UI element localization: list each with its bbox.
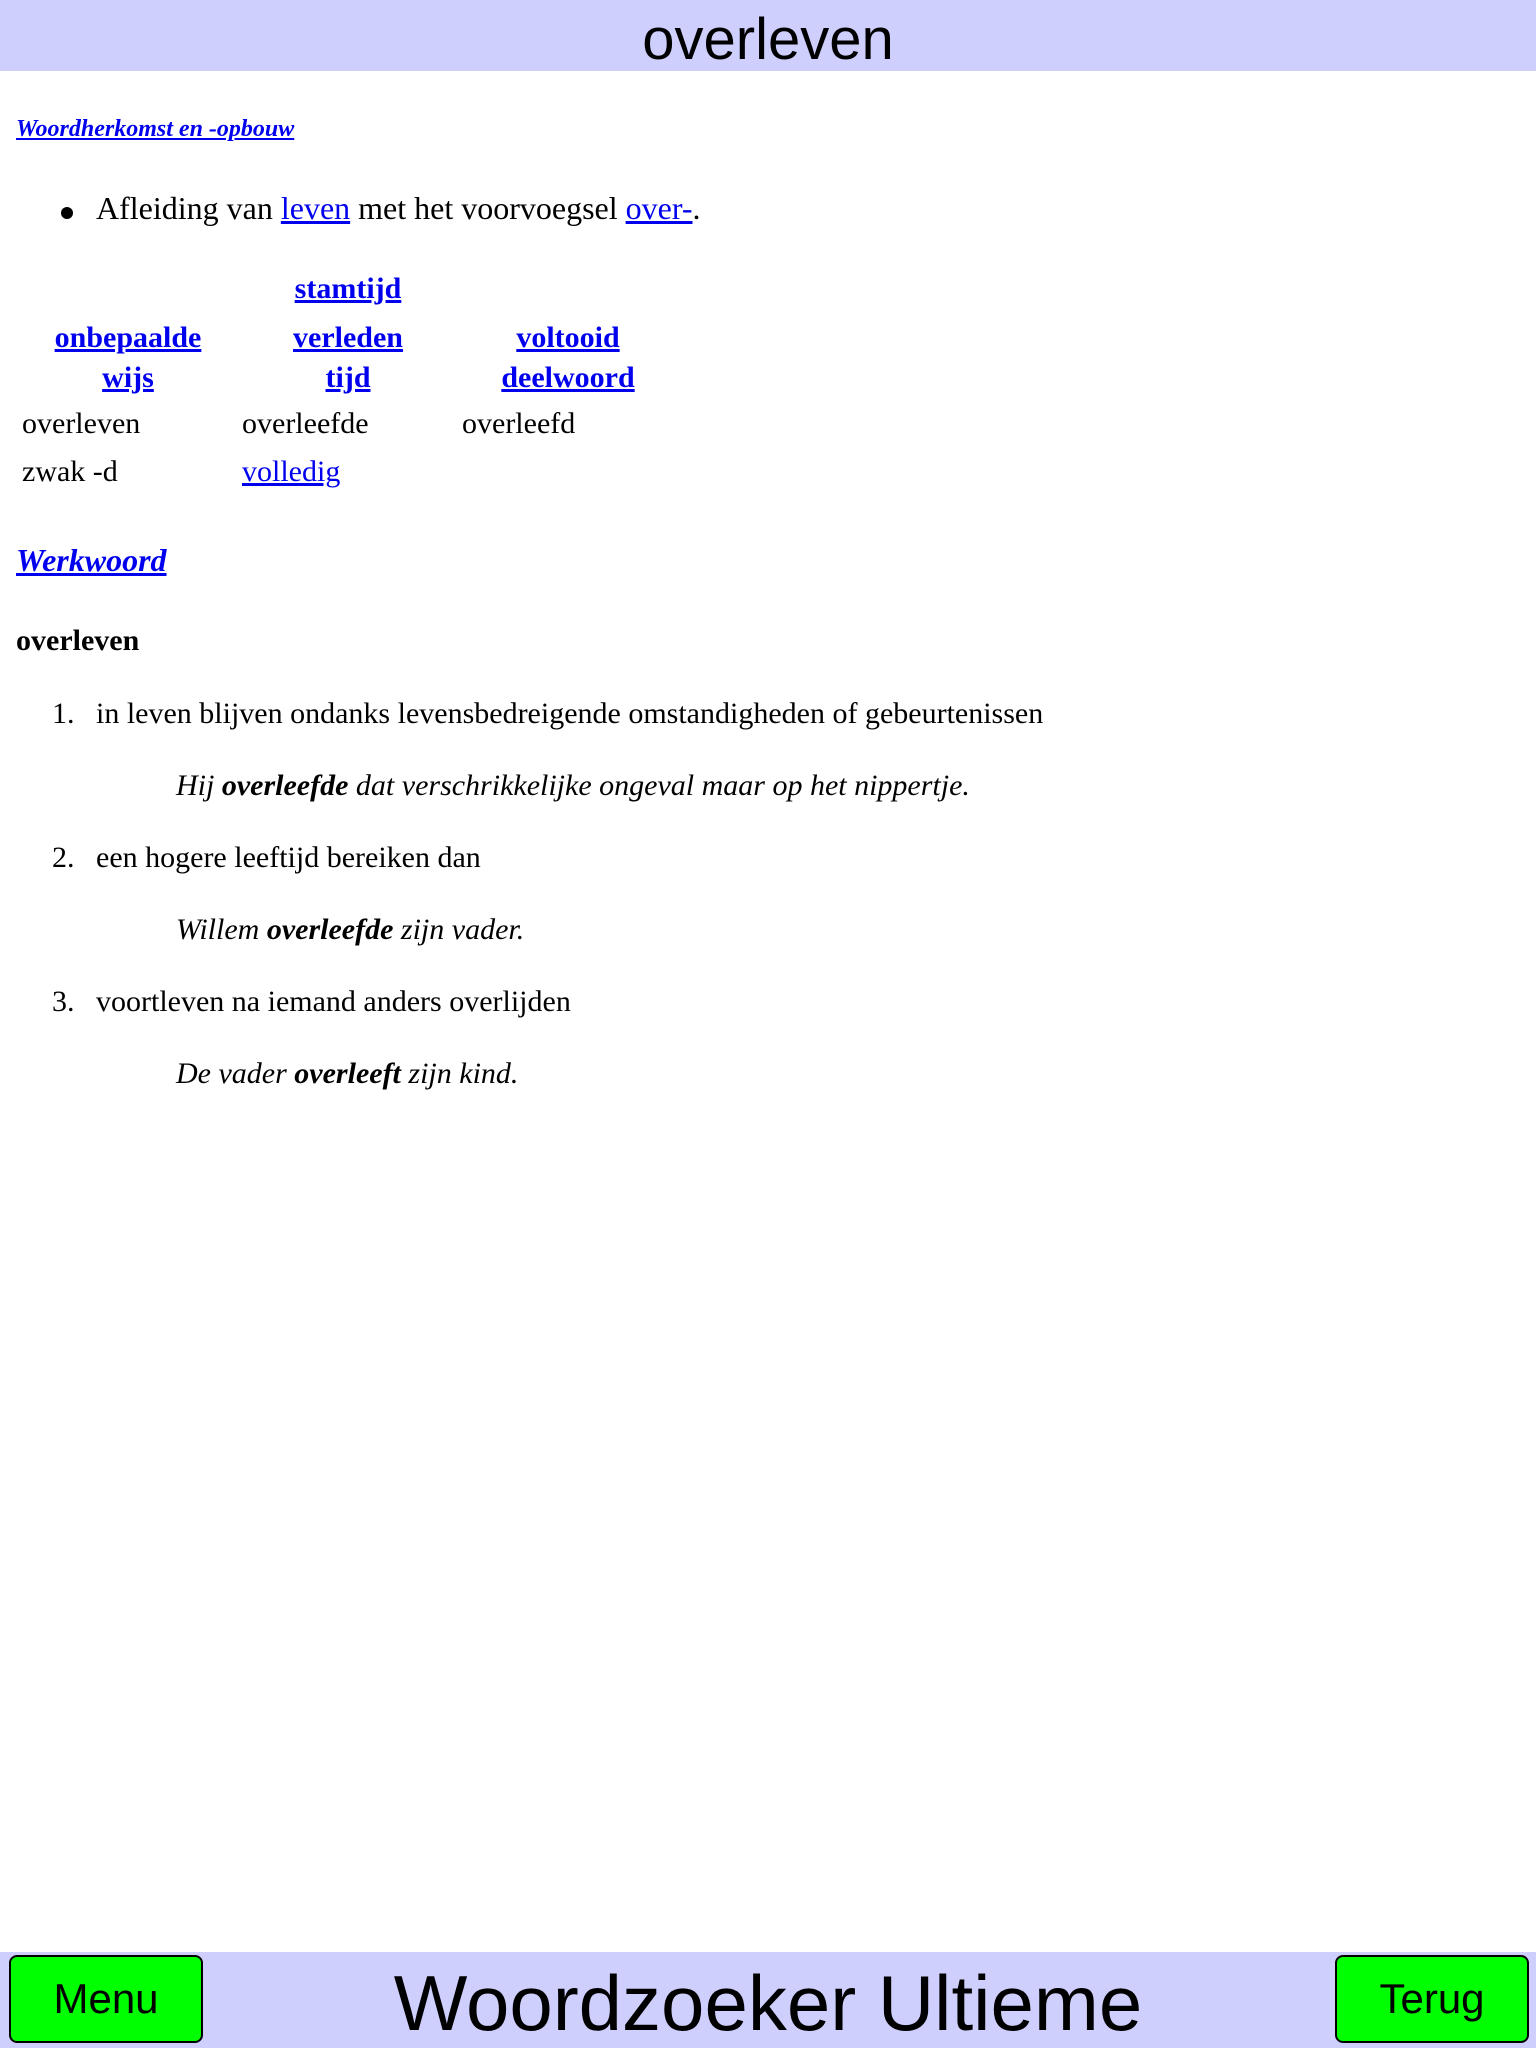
- example-text: dat verschrikkelijke ongeval maar op het nippertje.: [348, 769, 970, 802]
- header-infinitive: [28, 318, 228, 398]
- sense-definition: in leven blijven ondanks levensbedreigende omstandigheden of gebeurtenissen: [96, 697, 1044, 730]
- etymology-suffix: .: [692, 190, 701, 226]
- back-button[interactable]: Terug: [1335, 1955, 1529, 2043]
- menu-button[interactable]: Menu: [9, 1955, 203, 2043]
- etymology-prefix: Afleiding van: [96, 190, 281, 226]
- link-volledig[interactable]: volledig: [242, 455, 341, 488]
- top-bar: [0, 0, 1536, 71]
- header-infinitive-line2-link[interactable]: wijs: [102, 361, 154, 394]
- header-past-tense: [250, 318, 446, 398]
- header-past-participle-line2-link[interactable]: deelwoord: [501, 361, 635, 394]
- etymology-heading-link[interactable]: Woordherkomst en -opbouw: [16, 116, 295, 142]
- example-keyword: overleeft: [294, 1057, 401, 1090]
- cell-verb-type: zwak -d: [22, 455, 118, 488]
- sense-number: 3.: [52, 985, 75, 1018]
- lemma: overleven: [16, 624, 140, 657]
- page-title: overleven: [642, 7, 894, 72]
- example-text: zijn vader.: [393, 913, 525, 946]
- example-text: De vader: [176, 1057, 295, 1090]
- sense-example: [176, 1057, 518, 1091]
- example-text: zijn kind.: [400, 1057, 519, 1090]
- header-past-participle: [468, 318, 668, 398]
- link-leven[interactable]: leven: [280, 190, 351, 226]
- header-stamtijd-link[interactable]: stamtijd: [294, 272, 402, 305]
- header-past-participle-line1-link[interactable]: voltooid: [516, 321, 620, 354]
- example-text: Hij: [176, 769, 222, 802]
- link-over-prefix[interactable]: over-: [625, 190, 693, 226]
- bottom-bar: [0, 1952, 1536, 2048]
- etymology-text: [96, 190, 701, 227]
- example-keyword: overleefde: [221, 769, 349, 802]
- example-keyword: overleefde: [266, 913, 394, 946]
- header-infinitive-line1-link[interactable]: onbepaalde: [54, 321, 202, 354]
- sense-definition: voortleven na iemand anders overlijden: [96, 985, 571, 1018]
- example-text: Willem: [176, 913, 267, 946]
- bullet-icon: [61, 207, 73, 219]
- app-title: Woordzoeker Ultieme: [393, 1959, 1143, 2047]
- cell-past-participle: overleefd: [462, 407, 576, 440]
- sense-definition: een hogere leeftijd bereiken dan: [96, 841, 481, 874]
- sense-example: [176, 769, 970, 803]
- header-past-tense-line2-link[interactable]: tijd: [325, 361, 371, 394]
- sense-example: [176, 913, 524, 947]
- pos-heading-link[interactable]: Werkwoord: [16, 542, 167, 578]
- etymology-middle: met het voorvoegsel: [350, 190, 626, 226]
- cell-infinitive: overleven: [22, 407, 141, 440]
- header-past-tense-line1-link[interactable]: verleden: [293, 321, 403, 354]
- sense-number: 1.: [52, 697, 75, 730]
- cell-past-tense: overleefde: [242, 407, 369, 440]
- sense-number: 2.: [52, 841, 75, 874]
